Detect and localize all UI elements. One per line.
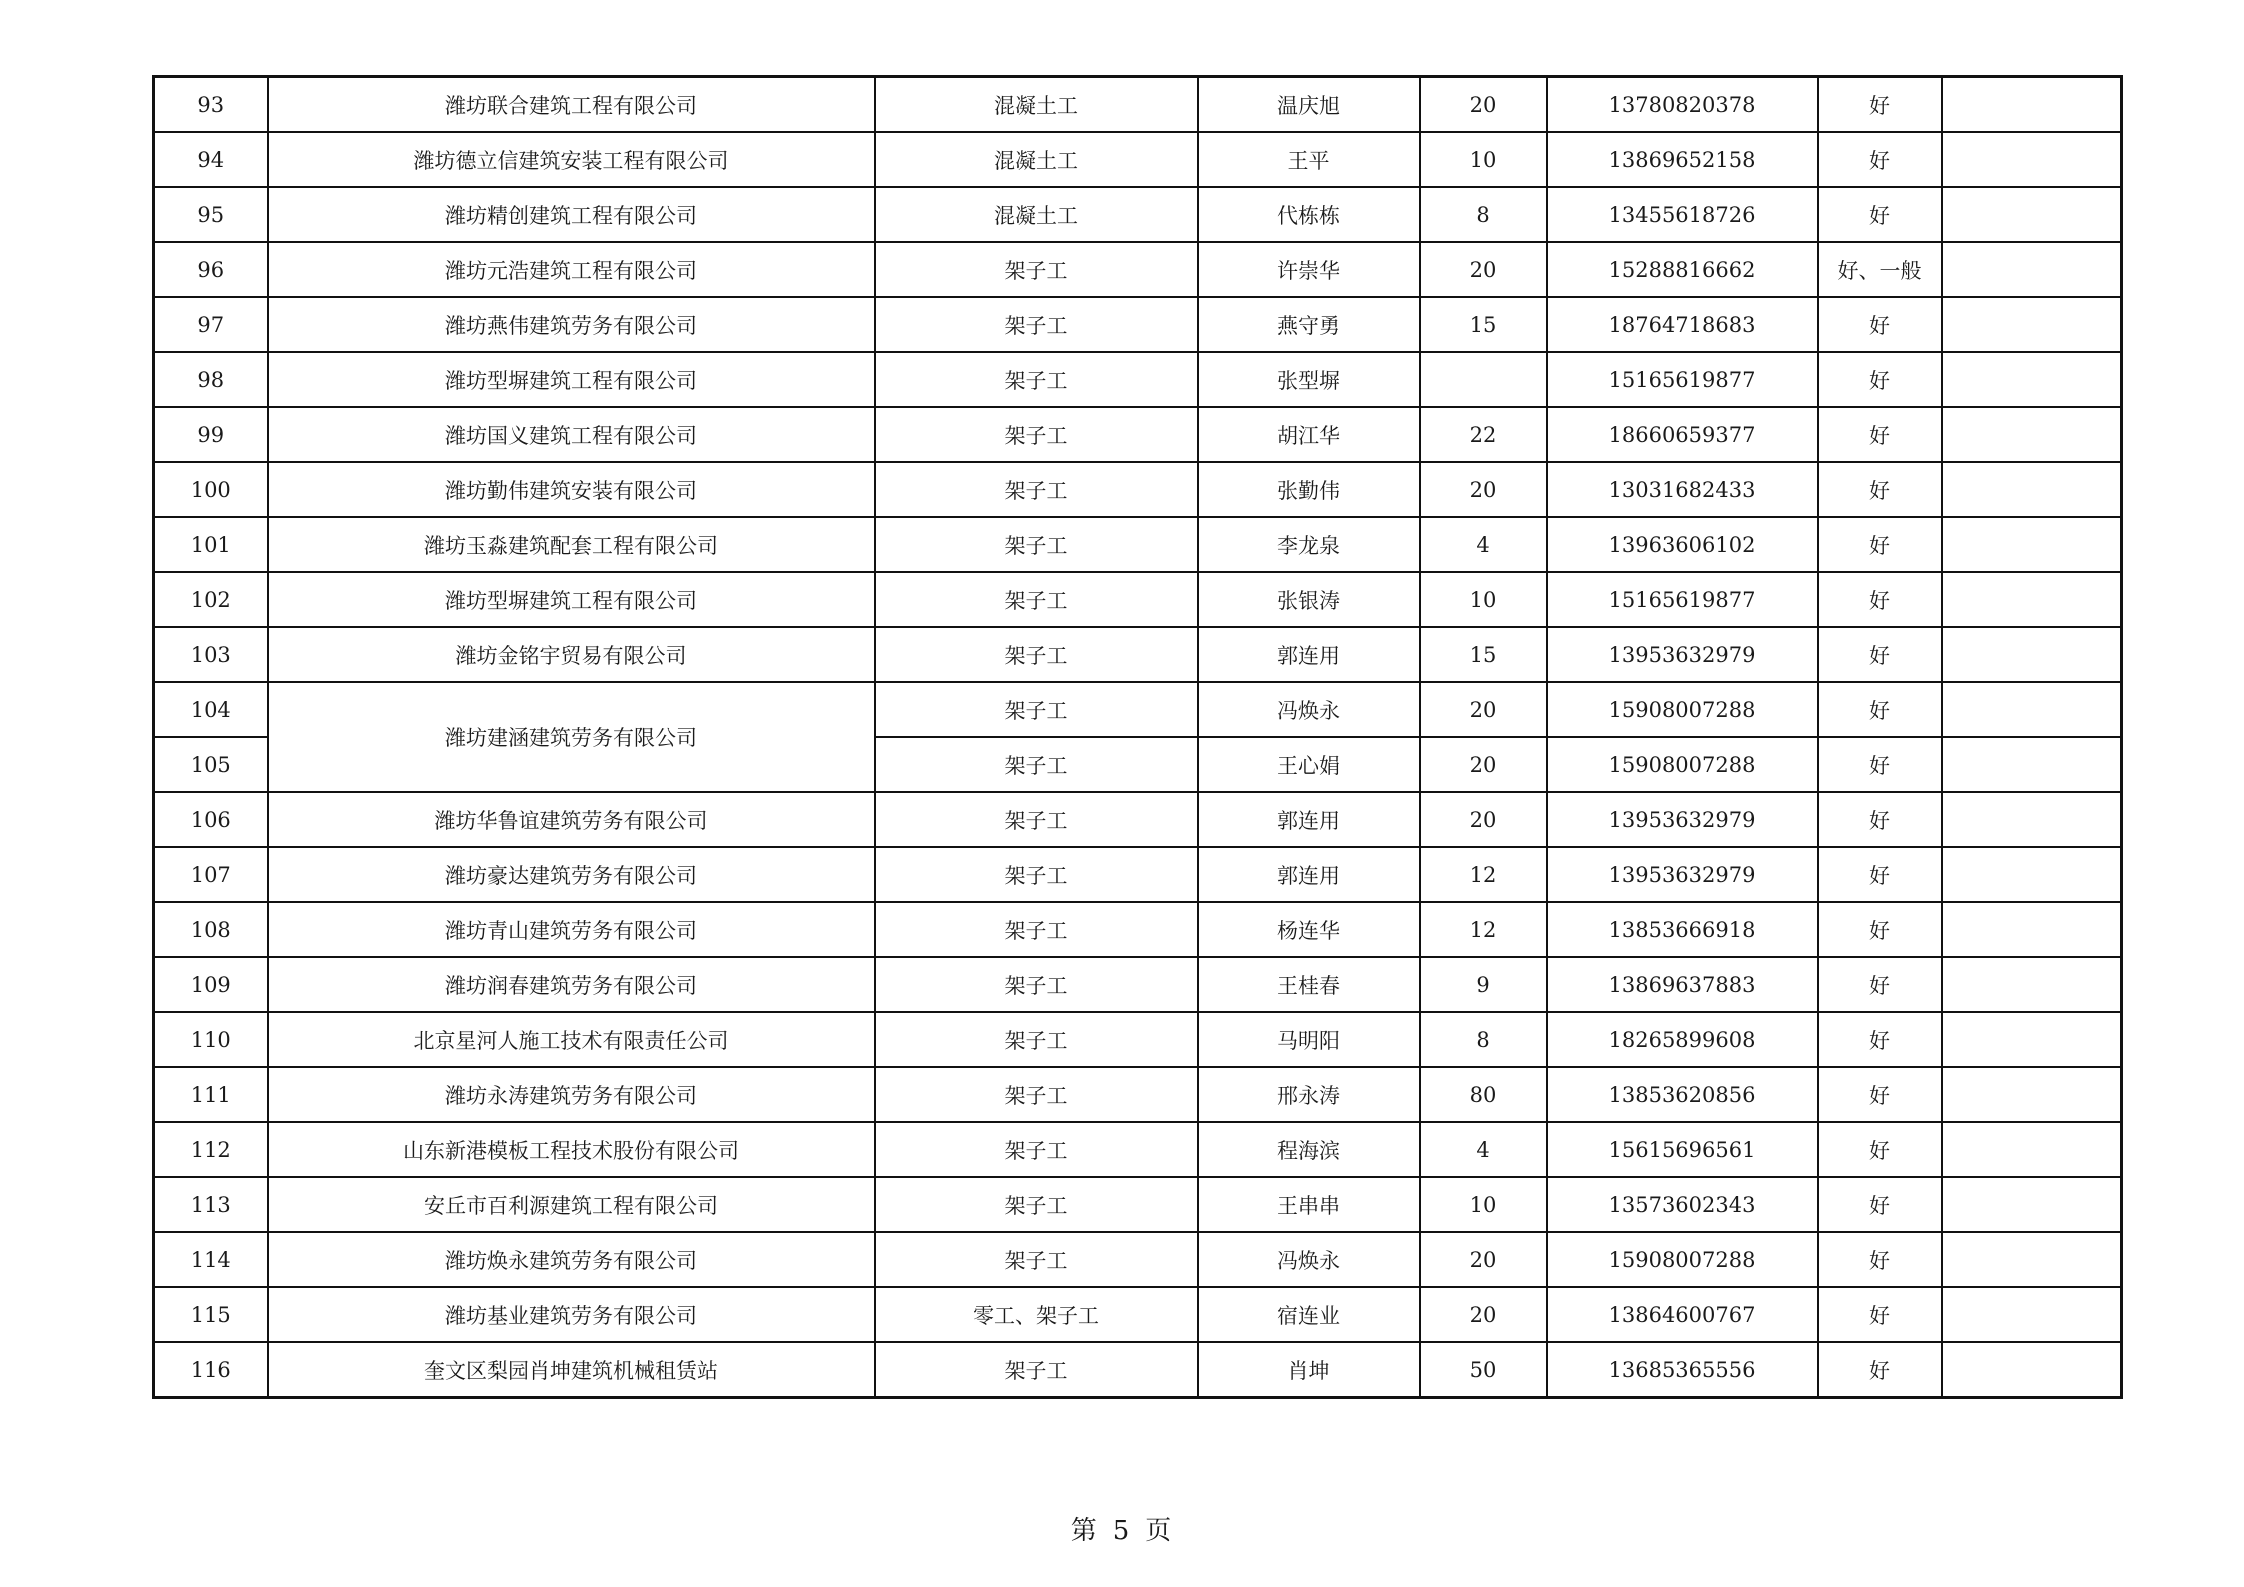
note-cell	[1942, 517, 2122, 572]
count-cell: 20	[1420, 792, 1547, 847]
contact-cell: 王串串	[1198, 1177, 1420, 1232]
trade-cell: 架子工	[875, 1177, 1198, 1232]
count-cell: 20	[1420, 77, 1547, 133]
row-number-cell: 107	[154, 847, 268, 902]
phone-cell: 15908007288	[1547, 1232, 1818, 1287]
note-cell	[1942, 77, 2122, 133]
contact-cell: 郭连用	[1198, 847, 1420, 902]
count-cell: 10	[1420, 132, 1547, 187]
company-cell: 潍坊勤伟建筑安装有限公司	[268, 462, 875, 517]
contact-cell: 胡江华	[1198, 407, 1420, 462]
rating-cell: 好	[1818, 737, 1942, 792]
phone-cell: 18764718683	[1547, 297, 1818, 352]
row-number-cell: 111	[154, 1067, 268, 1122]
table-row	[154, 297, 2122, 352]
table-row	[154, 462, 2122, 517]
trade-cell: 架子工	[875, 957, 1198, 1012]
contact-cell: 李龙泉	[1198, 517, 1420, 572]
count-cell: 8	[1420, 1012, 1547, 1067]
trade-cell: 架子工	[875, 242, 1198, 297]
company-cell: 潍坊金铭宇贸易有限公司	[268, 627, 875, 682]
table-row	[154, 627, 2122, 682]
contact-cell: 燕守勇	[1198, 297, 1420, 352]
count-cell	[1420, 352, 1547, 407]
phone-cell: 13853620856	[1547, 1067, 1818, 1122]
count-cell: 22	[1420, 407, 1547, 462]
table-row	[154, 847, 2122, 902]
page-label-prefix: 第	[1070, 1516, 1099, 1546]
table-row	[154, 517, 2122, 572]
table-row	[154, 792, 2122, 847]
row-number-cell: 100	[154, 462, 268, 517]
contact-cell: 许崇华	[1198, 242, 1420, 297]
phone-cell: 13963606102	[1547, 517, 1818, 572]
count-cell: 12	[1420, 902, 1547, 957]
phone-cell: 13869637883	[1547, 957, 1818, 1012]
note-cell	[1942, 132, 2122, 187]
contact-cell: 郭连用	[1198, 627, 1420, 682]
note-cell	[1942, 407, 2122, 462]
table-row	[154, 1342, 2122, 1398]
contact-cell: 王心娟	[1198, 737, 1420, 792]
table-row	[154, 1122, 2122, 1177]
note-cell	[1942, 1232, 2122, 1287]
table-row	[154, 902, 2122, 957]
rating-cell: 好	[1818, 682, 1942, 737]
table-row	[154, 1287, 2122, 1342]
phone-cell: 15165619877	[1547, 352, 1818, 407]
trade-cell: 架子工	[875, 1342, 1198, 1398]
table-row	[154, 682, 2122, 737]
table-body	[154, 77, 2122, 1398]
note-cell	[1942, 1122, 2122, 1177]
count-cell: 12	[1420, 847, 1547, 902]
count-cell: 20	[1420, 682, 1547, 737]
rating-cell: 好	[1818, 517, 1942, 572]
rating-cell: 好	[1818, 187, 1942, 242]
rating-cell: 好	[1818, 77, 1942, 133]
phone-cell: 13953632979	[1547, 792, 1818, 847]
phone-cell: 15165619877	[1547, 572, 1818, 627]
row-number-cell: 103	[154, 627, 268, 682]
phone-cell: 15908007288	[1547, 737, 1818, 792]
contact-cell: 宿连业	[1198, 1287, 1420, 1342]
contact-cell: 代栋栋	[1198, 187, 1420, 242]
rating-cell: 好	[1818, 1122, 1942, 1177]
note-cell	[1942, 847, 2122, 902]
row-number-cell: 93	[154, 77, 268, 133]
page-footer	[0, 1510, 2244, 1547]
contact-cell: 马明阳	[1198, 1012, 1420, 1067]
table-row	[154, 1067, 2122, 1122]
trade-cell: 混凝土工	[875, 187, 1198, 242]
contact-cell: 温庆旭	[1198, 77, 1420, 133]
row-number-cell: 110	[154, 1012, 268, 1067]
contact-cell: 张型塀	[1198, 352, 1420, 407]
row-number-cell: 97	[154, 297, 268, 352]
count-cell: 20	[1420, 737, 1547, 792]
row-number-cell: 94	[154, 132, 268, 187]
trade-cell: 架子工	[875, 1232, 1198, 1287]
company-cell: 山东新港模板工程技术股份有限公司	[268, 1122, 875, 1177]
company-cell: 潍坊国义建筑工程有限公司	[268, 407, 875, 462]
phone-cell: 13853666918	[1547, 902, 1818, 957]
note-cell	[1942, 187, 2122, 242]
count-cell: 20	[1420, 462, 1547, 517]
phone-cell: 13685365556	[1547, 1342, 1818, 1398]
trade-cell: 架子工	[875, 517, 1198, 572]
note-cell	[1942, 737, 2122, 792]
company-cell: 潍坊燕伟建筑劳务有限公司	[268, 297, 875, 352]
page-number: 5	[1112, 1516, 1132, 1546]
contact-cell: 王桂春	[1198, 957, 1420, 1012]
company-cell: 安丘市百利源建筑工程有限公司	[268, 1177, 875, 1232]
contact-cell: 邢永涛	[1198, 1067, 1420, 1122]
trade-cell: 混凝土工	[875, 132, 1198, 187]
note-cell	[1942, 682, 2122, 737]
company-cell: 潍坊青山建筑劳务有限公司	[268, 902, 875, 957]
note-cell	[1942, 1012, 2122, 1067]
count-cell: 15	[1420, 627, 1547, 682]
company-cell: 潍坊永涛建筑劳务有限公司	[268, 1067, 875, 1122]
trade-cell: 架子工	[875, 902, 1198, 957]
note-cell	[1942, 572, 2122, 627]
rating-cell: 好	[1818, 1342, 1942, 1398]
row-number-cell: 98	[154, 352, 268, 407]
trade-cell: 架子工	[875, 627, 1198, 682]
company-cell: 潍坊元浩建筑工程有限公司	[268, 242, 875, 297]
row-number-cell: 105	[154, 737, 268, 792]
note-cell	[1942, 957, 2122, 1012]
company-cell: 潍坊型塀建筑工程有限公司	[268, 572, 875, 627]
contact-cell: 张银涛	[1198, 572, 1420, 627]
note-cell	[1942, 297, 2122, 352]
row-number-cell: 102	[154, 572, 268, 627]
note-cell	[1942, 352, 2122, 407]
table-row	[154, 77, 2122, 133]
company-cell: 潍坊德立信建筑安装工程有限公司	[268, 132, 875, 187]
rating-cell: 好、一般	[1818, 242, 1942, 297]
trade-cell: 架子工	[875, 297, 1198, 352]
phone-cell: 13953632979	[1547, 627, 1818, 682]
count-cell: 10	[1420, 1177, 1547, 1232]
contact-cell: 张勤伟	[1198, 462, 1420, 517]
rating-cell: 好	[1818, 792, 1942, 847]
note-cell	[1942, 902, 2122, 957]
rating-cell: 好	[1818, 297, 1942, 352]
row-number-cell: 108	[154, 902, 268, 957]
company-cell: 潍坊精创建筑工程有限公司	[268, 187, 875, 242]
note-cell	[1942, 1342, 2122, 1398]
phone-cell: 13953632979	[1547, 847, 1818, 902]
count-cell: 20	[1420, 1287, 1547, 1342]
phone-cell: 13031682433	[1547, 462, 1818, 517]
rating-cell: 好	[1818, 407, 1942, 462]
company-cell: 潍坊豪达建筑劳务有限公司	[268, 847, 875, 902]
row-number-cell: 106	[154, 792, 268, 847]
table-row	[154, 132, 2122, 187]
count-cell: 4	[1420, 517, 1547, 572]
rating-cell: 好	[1818, 902, 1942, 957]
contact-cell: 肖坤	[1198, 1342, 1420, 1398]
contact-cell: 冯焕永	[1198, 682, 1420, 737]
phone-cell: 13864600767	[1547, 1287, 1818, 1342]
rating-cell: 好	[1818, 132, 1942, 187]
table-row	[154, 1232, 2122, 1287]
row-number-cell: 96	[154, 242, 268, 297]
company-cell: 潍坊焕永建筑劳务有限公司	[268, 1232, 875, 1287]
company-cell: 潍坊润春建筑劳务有限公司	[268, 957, 875, 1012]
table-row	[154, 242, 2122, 297]
note-cell	[1942, 1067, 2122, 1122]
count-cell: 50	[1420, 1342, 1547, 1398]
rating-cell: 好	[1818, 1177, 1942, 1232]
trade-cell: 架子工	[875, 462, 1198, 517]
count-cell: 9	[1420, 957, 1547, 1012]
note-cell	[1942, 242, 2122, 297]
rating-cell: 好	[1818, 1067, 1942, 1122]
row-number-cell: 101	[154, 517, 268, 572]
trade-cell: 架子工	[875, 847, 1198, 902]
phone-cell: 13455618726	[1547, 187, 1818, 242]
company-cell: 潍坊华鲁谊建筑劳务有限公司	[268, 792, 875, 847]
table-row	[154, 957, 2122, 1012]
company-cell: 潍坊基业建筑劳务有限公司	[268, 1287, 875, 1342]
count-cell: 15	[1420, 297, 1547, 352]
trade-cell: 架子工	[875, 682, 1198, 737]
company-cell: 潍坊建涵建筑劳务有限公司	[268, 682, 875, 792]
rating-cell: 好	[1818, 1287, 1942, 1342]
rating-cell: 好	[1818, 847, 1942, 902]
row-number-cell: 112	[154, 1122, 268, 1177]
trade-cell: 混凝土工	[875, 77, 1198, 133]
contact-cell: 郭连用	[1198, 792, 1420, 847]
rating-cell: 好	[1818, 957, 1942, 1012]
note-cell	[1942, 627, 2122, 682]
count-cell: 8	[1420, 187, 1547, 242]
count-cell: 20	[1420, 242, 1547, 297]
page-label-suffix: 页	[1145, 1516, 1174, 1546]
contractor-table	[152, 75, 2123, 1399]
note-cell	[1942, 792, 2122, 847]
trade-cell: 架子工	[875, 737, 1198, 792]
company-cell: 潍坊联合建筑工程有限公司	[268, 77, 875, 133]
note-cell	[1942, 1177, 2122, 1232]
trade-cell: 架子工	[875, 572, 1198, 627]
rating-cell: 好	[1818, 1012, 1942, 1067]
trade-cell: 架子工	[875, 1067, 1198, 1122]
contact-cell: 杨连华	[1198, 902, 1420, 957]
contact-cell: 王平	[1198, 132, 1420, 187]
note-cell	[1942, 1287, 2122, 1342]
phone-cell: 15288816662	[1547, 242, 1818, 297]
count-cell: 10	[1420, 572, 1547, 627]
rating-cell: 好	[1818, 462, 1942, 517]
phone-cell: 13780820378	[1547, 77, 1818, 133]
company-cell: 奎文区梨园肖坤建筑机械租赁站	[268, 1342, 875, 1398]
company-cell: 潍坊型塀建筑工程有限公司	[268, 352, 875, 407]
table-row	[154, 572, 2122, 627]
row-number-cell: 104	[154, 682, 268, 737]
table-row	[154, 1177, 2122, 1232]
phone-cell: 18660659377	[1547, 407, 1818, 462]
rating-cell: 好	[1818, 1232, 1942, 1287]
row-number-cell: 113	[154, 1177, 268, 1232]
phone-cell: 13573602343	[1547, 1177, 1818, 1232]
company-cell: 北京星河人施工技术有限责任公司	[268, 1012, 875, 1067]
row-number-cell: 115	[154, 1287, 268, 1342]
trade-cell: 架子工	[875, 1122, 1198, 1177]
table-row	[154, 407, 2122, 462]
trade-cell: 零工、架子工	[875, 1287, 1198, 1342]
phone-cell: 15615696561	[1547, 1122, 1818, 1177]
row-number-cell: 95	[154, 187, 268, 242]
table-row	[154, 187, 2122, 242]
contact-cell: 程海滨	[1198, 1122, 1420, 1177]
rating-cell: 好	[1818, 352, 1942, 407]
trade-cell: 架子工	[875, 792, 1198, 847]
count-cell: 4	[1420, 1122, 1547, 1177]
company-cell: 潍坊玉淼建筑配套工程有限公司	[268, 517, 875, 572]
phone-cell: 15908007288	[1547, 682, 1818, 737]
count-cell: 80	[1420, 1067, 1547, 1122]
row-number-cell: 109	[154, 957, 268, 1012]
trade-cell: 架子工	[875, 352, 1198, 407]
phone-cell: 13869652158	[1547, 132, 1818, 187]
rating-cell: 好	[1818, 572, 1942, 627]
contact-cell: 冯焕永	[1198, 1232, 1420, 1287]
rating-cell: 好	[1818, 627, 1942, 682]
row-number-cell: 99	[154, 407, 268, 462]
row-number-cell: 116	[154, 1342, 268, 1398]
row-number-cell: 114	[154, 1232, 268, 1287]
phone-cell: 18265899608	[1547, 1012, 1818, 1067]
count-cell: 20	[1420, 1232, 1547, 1287]
table-row	[154, 1012, 2122, 1067]
trade-cell: 架子工	[875, 1012, 1198, 1067]
trade-cell: 架子工	[875, 407, 1198, 462]
note-cell	[1942, 462, 2122, 517]
table-row	[154, 352, 2122, 407]
